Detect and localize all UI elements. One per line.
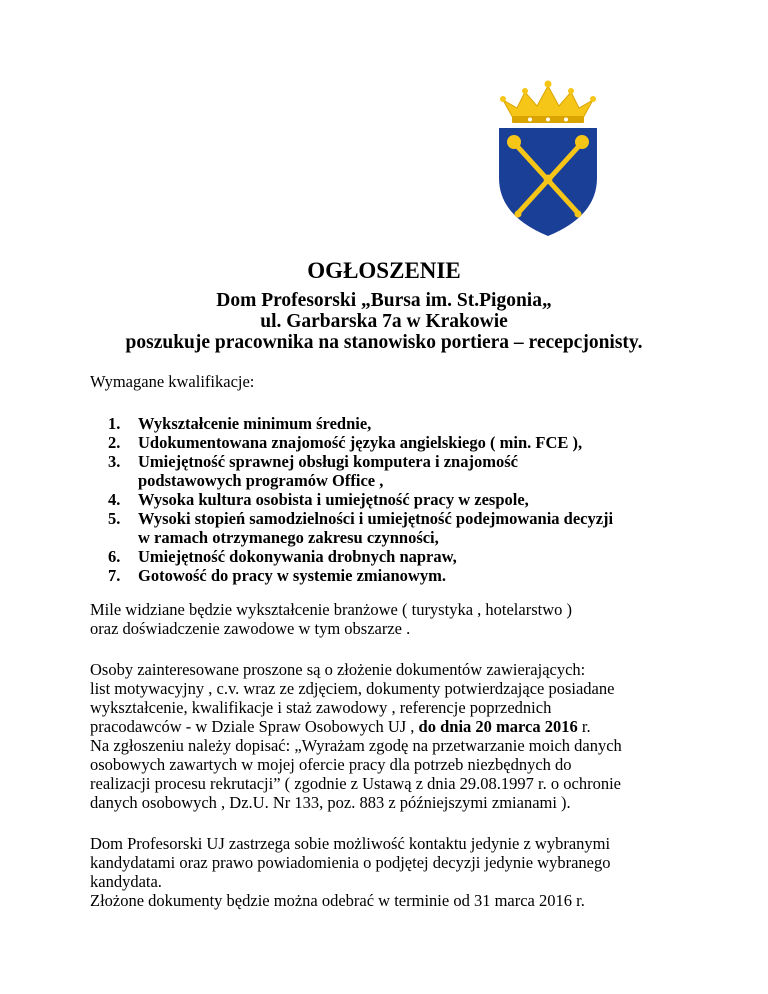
list-item-text: Wysoka kultura osobista i umiejętność pracy w zespole,: [138, 490, 529, 509]
paragraph-line: Dom Profesorski UJ zastrzega sobie możliwość kontaktu jedynie z wybranymi: [90, 834, 611, 853]
list-item: [108, 566, 613, 585]
requirements-label: Wymagane kwalifikacje:: [90, 372, 255, 391]
closing-paragraph: [90, 834, 610, 910]
paragraph-line: list motywacyjny , c.v. wraz ze zdjęciem, dokumenty potwierdzające posiadane: [90, 679, 615, 698]
list-item-text: Udokumentowana znajomość języka angielskiego ( min. FCE ),: [138, 433, 583, 452]
paragraph-line: wykształcenie, kwalifikacje i staż zawodowy , referencje poprzednich: [90, 698, 552, 717]
institution-address: ul. Garbarska 7a w Krakowie: [260, 311, 508, 332]
list-number: 5.: [108, 509, 121, 528]
paragraph-line: Mile widziane będzie wykształcenie branżowe ( turystyka , hotelarstwo ): [90, 600, 572, 619]
preferred-qualifications-paragraph: [90, 600, 572, 638]
list-item: [108, 547, 613, 566]
list-item: [108, 414, 613, 433]
list-item: [108, 433, 613, 452]
page-title: OGŁOSZENIE: [307, 258, 461, 283]
paragraph-line: Na zgłoszeniu należy dopisać: „Wyrażam zgodę na przetwarzanie moich danych: [90, 736, 622, 755]
deadline-line: [90, 717, 622, 736]
paragraph-line: osobowych zawartych w mojej ofercie pracy dla potrzeb niezbędnych do: [90, 755, 572, 774]
list-number: 4.: [108, 490, 121, 509]
paragraph-line: Złożone dokumenty będzie można odebrać w terminie od 31 marca 2016 r.: [90, 891, 585, 910]
paragraph-line: kandydatami oraz prawo powiadomienia o podjętej decyzji jedynie wybranego: [90, 853, 611, 872]
list-number: 3.: [108, 452, 121, 471]
requirements-list: [108, 414, 613, 585]
list-item-text: Umiejętność sprawnej obsługi komputera i znajomość: [138, 452, 518, 471]
list-item-text: Gotowość do pracy w systemie zmianowym.: [138, 566, 446, 585]
list-number: 6.: [108, 547, 121, 566]
list-number: 1.: [108, 414, 121, 433]
list-item-text: Wysoki stopień samodzielności i umiejętność podejmowania decyzji: [138, 509, 614, 528]
crown-icon: [500, 81, 596, 124]
university-coat-of-arms: [495, 78, 601, 238]
list-item: [108, 490, 613, 509]
list-item: [108, 509, 613, 547]
deadline-suffix: r.: [577, 717, 591, 736]
deadline-date: do dnia 20 marca 2016: [418, 717, 578, 736]
institution-name: Dom Profesorski „Bursa im. St.Pigonia„: [216, 290, 552, 311]
list-item: [108, 452, 613, 490]
list-number: 7.: [108, 566, 121, 585]
list-item-text: Wykształcenie minimum średnie,: [138, 414, 372, 433]
list-number: 2.: [108, 433, 121, 452]
list-item-text: w ramach otrzymanego zakresu czynności,: [138, 528, 439, 547]
paragraph-line: oraz doświadczenie zawodowe w tym obszarze .: [90, 619, 411, 638]
paragraph-line: danych osobowych , Dz.U. Nr 133, poz. 883 z późniejszymi zmianami ).: [90, 793, 571, 812]
deadline-prefix: pracodawców - w Dziale Spraw Osobowych UJ ,: [90, 717, 419, 736]
list-item-text: Umiejętność dokonywania drobnych napraw,: [138, 547, 457, 566]
paragraph-line: realizacji procesu rekrutacji” ( zgodnie z Ustawą z dnia 29.08.1997 r. o ochronie: [90, 774, 621, 793]
paragraph-line: Osoby zainteresowane proszone są o złożenie dokumentów zawierających:: [90, 660, 586, 679]
application-instructions-paragraph: [90, 660, 622, 812]
paragraph-line: kandydata.: [90, 872, 162, 891]
position-title: poszukuje pracownika na stanowisko portiera – recepcjonisty.: [125, 332, 643, 353]
list-item-text: podstawowych programów Office ,: [138, 471, 384, 490]
